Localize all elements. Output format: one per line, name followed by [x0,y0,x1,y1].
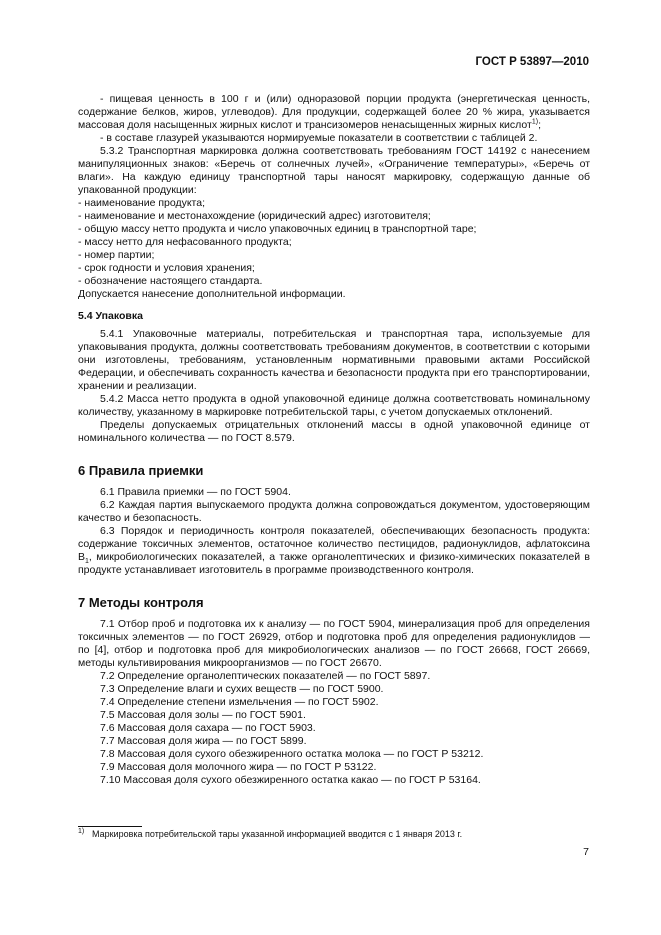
page-number: 7 [583,846,589,858]
document-body [78,93,590,787]
paragraph-6-1: 6.1 Правила приемки — по ГОСТ 5904. [100,486,291,498]
method-item: 7.7 Массовая доля жира — по ГОСТ 5899. [100,735,307,747]
list-item: - обозначение настоящего стандарта. [78,275,263,287]
subscript: 1 [85,558,89,566]
section-heading-6: 6 Правила приемки [78,463,204,478]
paragraph-additional-info: Допускается нанесение дополнительной информации. [78,288,346,300]
paragraph-5-4-2: 5.4.2 Масса нетто продукта в одной упаковочной единице должна соответствовать номинальному количеству, указанному в маркировке потребительской тары, с учетом допускаемых отклонений. [78,393,590,418]
paragraph-6-2: 6.2 Каждая партия выпускаемого продукта должна сопровождаться документом, удостоверяющим качество и безопасность. [78,499,590,524]
method-item: 7.10 Массовая доля сухого обезжиренного остатка какао — по ГОСТ Р 53164. [100,774,481,786]
paragraph-tolerances: Пределы допускаемых отрицательных отклонений массы в одной упаковочной единице от номинального количества — по ГОСТ 8.579. [78,419,590,444]
paragraph-5-3-2: 5.3.2 Транспортная маркировка должна соответствовать требованиям ГОСТ 14192 с нанесением манипуляционных знаков: «Беречь от солнечных лучей», «Ограничение температуры», «Беречь от влаги». На каждую единицу транспортной тары наносят маркировку, содержащую данные об упакованной продукции: [78,145,590,196]
footnote-divider [78,826,142,827]
paragraph-nutrition: - пищевая ценность в 100 г и (или) одноразовой порции продукта (энергетическая ценность, содержание белков, жиров, углеводов). Для продукции, содержащей более 20 % жира, указывается массовая доля насыщенных жирных кислот и трансизомеров ненасыщенных жирных кислот$^{1)}$; [78,93,590,131]
document-header: ГОСТ Р 53897—2010 [475,56,589,68]
method-item: 7.3 Определение влаги и сухих веществ — по ГОСТ 5900. [100,683,384,695]
method-item: 7.6 Массовая доля сахара — по ГОСТ 5903. [100,722,316,734]
paragraph-5-4-1: 5.4.1 Упаковочные материалы, потребительская и транспортная тара, используемые для упаковывания продукта, должны соответствовать требованиям документов, в соответствии с которыми они изготовлены, требованиям, установленным нормативными правовыми актами Российской Федерации, и обеспечивать сохранность качества и безопасности продукта при его транспортировании, хранении и реализации. [78,328,590,392]
list-item: - наименование продукта; [78,197,206,209]
transport-marking-list [78,197,590,288]
method-item: 7.5 Массовая доля золы — по ГОСТ 5901. [100,709,306,721]
list-item: - наименование и местонахождение (юридический адрес) изготовителя; [78,210,431,222]
method-item: 7.8 Массовая доля сухого обезжиренного остатка молока — по ГОСТ Р 53212. [100,748,484,760]
method-item: 7.4 Определение степени измельчения — по ГОСТ 5902. [100,696,379,708]
footnote-mark: 1) [78,828,85,835]
footnote [78,829,590,840]
method-item: 7.2 Определение органолептических показателей — по ГОСТ 5897. [100,670,431,682]
paragraph-7-1: 7.1 Отбор проб и подготовка их к анализу — по ГОСТ 5904, минерализация проб для определения токсичных элементов — по ГОСТ 26929, отбор и подготовка проб для определения радионуклидов — по [4], отбор и подготовка проб для микробиологических анализов — по ГОСТ 26668, ГОСТ 26669, методы культивирования микроорганизмов — по ГОСТ 26670. [78,618,590,669]
subsection-heading-5-4: 5.4 Упаковка [78,310,143,322]
paragraph-6-3: 6.3 Порядок и периодичность контроля показателей, обеспечивающих безопасность продукта: содержание токсичных элементов, остаточное количество пестицидов, радионуклидов, афлатоксина $В_1$, микробиологических показателей, а также органолептических и физико-химических показателей в продукте устанавливает изготовитель в программе производственного контроля. [78,525,590,576]
list-item: - номер партии; [78,249,155,261]
footnote-ref: 1) [531,118,539,126]
list-item: - общую массу нетто продукта и число упаковочных единиц в транспортной таре; [78,223,477,235]
list-item: - срок годности и условия хранения; [78,262,255,274]
method-item: 7.9 Массовая доля молочного жира — по ГОСТ Р 53122. [100,761,377,773]
section-heading-7: 7 Методы контроля [78,595,204,610]
paragraph-glaze: - в составе глазурей указываются нормируемые показатели в соответствии с таблицей 2. [100,132,538,144]
footnote-text: Маркировка потребительской тары указанной информацией вводится с 1 января 2013 г. [92,829,463,839]
list-item: - массу нетто для нефасованного продукта; [78,236,292,248]
